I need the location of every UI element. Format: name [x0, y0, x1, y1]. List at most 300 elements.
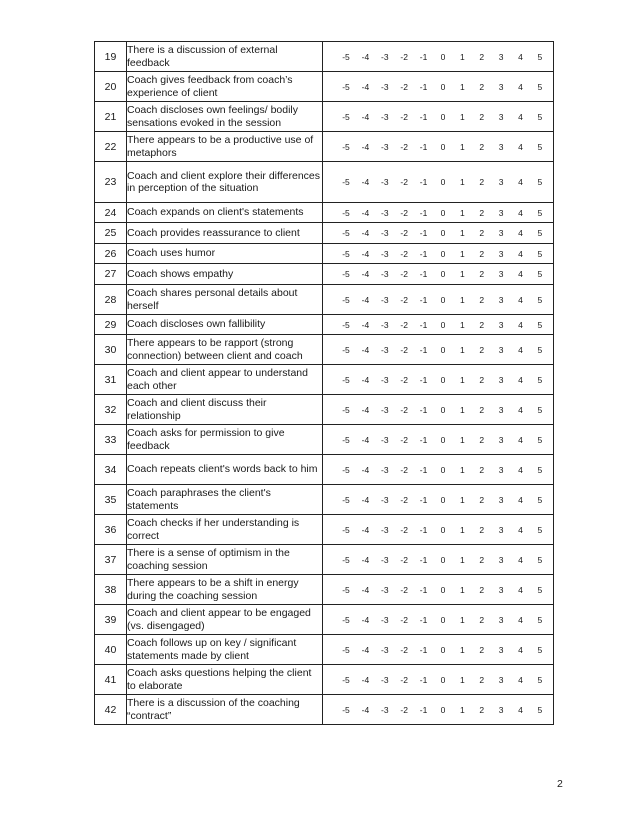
scale-value[interactable]: 4	[518, 704, 523, 715]
scale-value[interactable]: 4	[518, 434, 523, 445]
scale-value[interactable]: -3	[381, 404, 389, 415]
scale-value[interactable]: -2	[400, 464, 408, 475]
scale-value[interactable]: 3	[498, 644, 504, 655]
scale-value[interactable]: 4	[518, 464, 523, 475]
rating-scale	[323, 585, 553, 595]
scale-value[interactable]: 1	[459, 674, 465, 685]
rating-scale-cell	[323, 223, 554, 244]
scale-value[interactable]: 0	[440, 294, 446, 305]
scale-value[interactable]: -5	[342, 228, 350, 238]
scale-value[interactable]: -3	[381, 141, 389, 152]
scale-value[interactable]: -2	[400, 584, 408, 595]
scale-value[interactable]: -3	[381, 464, 389, 475]
scale-value[interactable]: 2	[479, 269, 485, 279]
scale-value[interactable]: 3	[498, 294, 504, 305]
scale-value[interactable]: -2	[400, 374, 408, 385]
scale-value[interactable]: 3	[498, 674, 504, 685]
scale-value[interactable]: 4	[518, 81, 523, 92]
scale-value[interactable]: -4	[361, 674, 370, 685]
scale-value[interactable]: 2	[479, 177, 485, 187]
scale-value[interactable]: -1	[419, 294, 428, 305]
scale-value[interactable]: 4	[518, 294, 523, 305]
item-statement: Coach discloses own feelings/ bodily sensations evoked in the session	[127, 102, 323, 132]
scale-value[interactable]: 5	[537, 494, 543, 505]
scale-value[interactable]: 0	[440, 494, 446, 505]
scale-value[interactable]: -1	[419, 644, 428, 655]
scale-value[interactable]: -5	[342, 269, 350, 279]
scale-value[interactable]: -3	[381, 494, 389, 505]
table-row	[95, 335, 554, 365]
scale-value[interactable]: 1	[459, 177, 465, 187]
scale-value[interactable]: 3	[498, 614, 504, 625]
scale-value[interactable]: -4	[361, 434, 370, 445]
scale-value[interactable]: -3	[381, 177, 389, 187]
scale-value[interactable]: 5	[537, 554, 543, 565]
scale-value[interactable]: 1	[459, 584, 465, 595]
scale-value[interactable]: 3	[498, 177, 504, 187]
scale-value[interactable]: -5	[342, 374, 350, 385]
scale-value[interactable]: 0	[440, 51, 446, 62]
item-statement: Coach discloses own fallibility	[127, 315, 323, 335]
scale-value[interactable]: 3	[498, 141, 504, 152]
scale-value[interactable]: 4	[518, 344, 523, 355]
scale-value[interactable]: 1	[459, 344, 465, 355]
scale-value[interactable]: 5	[537, 614, 543, 625]
scale-value[interactable]: 3	[498, 344, 504, 355]
scale-value[interactable]: 1	[459, 494, 465, 505]
scale-value[interactable]: -3	[381, 207, 389, 218]
scale-value[interactable]: -5	[342, 81, 350, 92]
scale-value[interactable]: -4	[361, 554, 370, 565]
scale-value[interactable]: -2	[400, 344, 408, 355]
table-row	[95, 223, 554, 244]
scale-value[interactable]: 0	[440, 404, 446, 415]
scale-value[interactable]: -2	[400, 614, 408, 625]
rating-scale-cell	[323, 132, 554, 162]
scale-value[interactable]: 1	[459, 644, 465, 655]
scale-value[interactable]: 1	[459, 81, 465, 92]
scale-value[interactable]: 4	[518, 111, 523, 122]
rating-scale-cell	[323, 695, 554, 725]
scale-value[interactable]: 3	[498, 81, 504, 92]
scale-value[interactable]: -4	[361, 207, 370, 218]
scale-value[interactable]: 4	[518, 319, 523, 330]
scale-value[interactable]: -5	[342, 141, 350, 152]
item-statement: Coach paraphrases the client's statements	[127, 485, 323, 515]
scale-value[interactable]: -3	[381, 344, 389, 355]
rating-scale-cell	[323, 455, 554, 485]
rating-scale	[323, 177, 553, 187]
rating-scale	[323, 269, 553, 279]
scale-value[interactable]: -2	[400, 207, 408, 218]
scale-value[interactable]: 2	[479, 434, 485, 445]
scale-value[interactable]: -4	[361, 464, 370, 475]
scale-value[interactable]: -1	[419, 584, 428, 595]
scale-value[interactable]: 1	[459, 294, 465, 305]
scale-value[interactable]: -5	[342, 704, 350, 715]
scale-value[interactable]: -2	[400, 524, 408, 535]
scale-value[interactable]: 4	[518, 644, 523, 655]
scale-value[interactable]: 4	[518, 674, 523, 685]
scale-value[interactable]: -2	[400, 141, 408, 152]
scale-value[interactable]: 5	[537, 81, 543, 92]
scale-value[interactable]: 4	[518, 228, 523, 238]
scale-value[interactable]: 2	[479, 404, 485, 415]
scale-value[interactable]: -1	[419, 374, 428, 385]
scale-value[interactable]: 5	[537, 404, 543, 415]
scale-value[interactable]: -4	[361, 644, 370, 655]
scale-value[interactable]: -3	[381, 51, 389, 62]
scale-value[interactable]: 1	[459, 464, 465, 475]
scale-value[interactable]: -5	[342, 494, 350, 505]
scale-value[interactable]: 2	[479, 704, 485, 715]
scale-value[interactable]: 3	[498, 228, 504, 238]
scale-value[interactable]: -3	[381, 228, 389, 238]
rating-scale-cell	[323, 395, 554, 425]
scale-value[interactable]: -5	[342, 674, 350, 685]
scale-value[interactable]: 5	[537, 464, 543, 475]
scale-value[interactable]: -5	[342, 554, 350, 565]
scale-value[interactable]: -1	[419, 434, 428, 445]
scale-value[interactable]: -1	[419, 344, 428, 355]
scale-value[interactable]: 3	[498, 404, 504, 415]
scale-value[interactable]: -5	[342, 524, 350, 535]
rating-scale	[323, 645, 553, 655]
scale-value[interactable]: 3	[498, 434, 504, 445]
scale-value[interactable]: 5	[537, 584, 543, 595]
scale-value[interactable]: 2	[479, 554, 485, 565]
scale-value[interactable]: 3	[498, 51, 504, 62]
scale-value[interactable]: -2	[400, 644, 408, 655]
scale-value[interactable]: 1	[459, 269, 465, 279]
scale-value[interactable]: -4	[361, 524, 370, 535]
scale-value[interactable]: -2	[400, 248, 408, 259]
scale-value[interactable]: -3	[381, 644, 389, 655]
scale-value[interactable]: 3	[498, 464, 504, 475]
scale-value[interactable]: -5	[342, 177, 350, 187]
scale-value[interactable]: 1	[459, 248, 465, 259]
scale-value[interactable]: -4	[361, 177, 370, 187]
scale-value[interactable]: 0	[440, 228, 446, 238]
scale-value[interactable]: -1	[419, 704, 428, 715]
scale-value[interactable]: 3	[498, 494, 504, 505]
scale-value[interactable]: -1	[419, 81, 428, 92]
scale-value[interactable]: -3	[381, 704, 389, 715]
scale-value[interactable]: 2	[479, 494, 485, 505]
scale-value[interactable]: 2	[479, 464, 485, 475]
scale-value[interactable]: -4	[361, 374, 370, 385]
scale-value[interactable]: -4	[361, 344, 370, 355]
scale-value[interactable]: -5	[342, 111, 350, 122]
rating-scale	[323, 405, 553, 415]
scale-value[interactable]: -3	[381, 248, 389, 259]
scale-value[interactable]: -1	[419, 228, 428, 238]
scale-value[interactable]: 2	[479, 644, 485, 655]
table-row	[95, 545, 554, 575]
scale-value[interactable]: 5	[537, 704, 543, 715]
item-statement: There is a discussion of external feedback	[127, 42, 323, 72]
scale-value[interactable]: -4	[361, 614, 370, 625]
scale-value[interactable]: 0	[440, 344, 446, 355]
scale-value[interactable]: -1	[419, 51, 428, 62]
scale-value[interactable]: 1	[459, 111, 465, 122]
scale-value[interactable]: 2	[479, 614, 485, 625]
scale-value[interactable]: 3	[498, 704, 504, 715]
scale-value[interactable]: 5	[537, 524, 543, 535]
scale-value[interactable]: -4	[361, 81, 370, 92]
scale-value[interactable]: -4	[361, 294, 370, 305]
table-row	[95, 455, 554, 485]
scale-value[interactable]: -1	[419, 111, 428, 122]
scale-value[interactable]: 2	[479, 228, 485, 238]
scale-value[interactable]: 0	[440, 464, 446, 475]
item-statement: There is a sense of optimism in the coaching session	[127, 545, 323, 575]
scale-value[interactable]: -1	[419, 248, 428, 259]
scale-value[interactable]: 1	[459, 524, 465, 535]
scale-value[interactable]: -1	[419, 494, 428, 505]
scale-value[interactable]: 2	[479, 584, 485, 595]
scale-value[interactable]: -1	[419, 269, 428, 279]
scale-value[interactable]: 0	[440, 614, 446, 625]
scale-value[interactable]: 1	[459, 319, 465, 330]
scale-value[interactable]: 1	[459, 207, 465, 218]
table-row	[95, 203, 554, 223]
scale-value[interactable]: -2	[400, 434, 408, 445]
scale-value[interactable]: 4	[518, 141, 523, 152]
scale-value[interactable]: -2	[400, 81, 408, 92]
scale-value[interactable]: 0	[440, 248, 446, 259]
scale-value[interactable]: 2	[479, 674, 485, 685]
scale-value[interactable]: -2	[400, 51, 408, 62]
scale-value[interactable]: -5	[342, 344, 350, 355]
scale-value[interactable]: -5	[342, 464, 350, 475]
scale-value[interactable]: 4	[518, 584, 523, 595]
scale-value[interactable]: 4	[518, 374, 523, 385]
scale-value[interactable]: 0	[440, 319, 446, 330]
scale-value[interactable]: -5	[342, 248, 350, 259]
scale-value[interactable]: 2	[479, 207, 485, 218]
scale-value[interactable]: 2	[479, 248, 485, 259]
scale-value[interactable]: 1	[459, 404, 465, 415]
scale-value[interactable]: 1	[459, 51, 465, 62]
scale-value[interactable]: 4	[518, 248, 523, 259]
rating-scale	[323, 555, 553, 565]
scale-value[interactable]: -3	[381, 674, 389, 685]
scale-value[interactable]: -4	[361, 248, 370, 259]
scale-value[interactable]: -4	[361, 404, 370, 415]
scale-value[interactable]: -1	[419, 524, 428, 535]
scale-value[interactable]: -4	[361, 269, 370, 279]
scale-value[interactable]: 5	[537, 434, 543, 445]
scale-value[interactable]: -5	[342, 51, 350, 62]
table-row	[95, 264, 554, 285]
scale-value[interactable]: -5	[342, 319, 350, 330]
scale-value[interactable]: -5	[342, 294, 350, 305]
scale-value[interactable]: 2	[479, 81, 485, 92]
scale-value[interactable]: 1	[459, 228, 465, 238]
scale-value[interactable]: -2	[400, 111, 408, 122]
scale-value[interactable]: -1	[419, 141, 428, 152]
scale-value[interactable]: 5	[537, 207, 543, 218]
scale-value[interactable]: -5	[342, 434, 350, 445]
scale-value[interactable]: -3	[381, 554, 389, 565]
scale-value[interactable]: -3	[381, 374, 389, 385]
scale-value[interactable]: 2	[479, 319, 485, 330]
scale-value[interactable]: 3	[498, 269, 504, 279]
scale-value[interactable]: -5	[342, 584, 350, 595]
scale-value[interactable]: -4	[361, 704, 370, 715]
scale-value[interactable]: 5	[537, 111, 543, 122]
scale-value[interactable]: 2	[479, 294, 485, 305]
rating-scale	[323, 228, 553, 238]
scale-value[interactable]: -1	[419, 177, 428, 187]
rating-scale	[323, 435, 553, 445]
scale-value[interactable]: 0	[440, 207, 446, 218]
scale-value[interactable]: -1	[419, 207, 428, 218]
scale-value[interactable]: 5	[537, 228, 543, 238]
scale-value[interactable]: 5	[537, 51, 543, 62]
scale-value[interactable]: -2	[400, 554, 408, 565]
scale-value[interactable]: 2	[479, 374, 485, 385]
scale-value[interactable]: 3	[498, 111, 504, 122]
scale-value[interactable]: 2	[479, 524, 485, 535]
scale-value[interactable]: 0	[440, 111, 446, 122]
scale-value[interactable]: 0	[440, 674, 446, 685]
scale-value[interactable]: 5	[537, 319, 543, 330]
scale-value[interactable]: 4	[518, 554, 523, 565]
scale-value[interactable]: 1	[459, 374, 465, 385]
scale-value[interactable]: -2	[400, 674, 408, 685]
scale-value[interactable]: -4	[361, 319, 370, 330]
scale-value[interactable]: 5	[537, 269, 543, 279]
scale-value[interactable]: 2	[479, 51, 485, 62]
scale-value[interactable]: 5	[537, 674, 543, 685]
scale-value[interactable]: 1	[459, 141, 465, 152]
scale-value[interactable]: -5	[342, 404, 350, 415]
scale-value[interactable]: 5	[537, 294, 543, 305]
scale-value[interactable]: 1	[459, 434, 465, 445]
scale-value[interactable]: -4	[361, 111, 370, 122]
scale-value[interactable]: 2	[479, 141, 485, 152]
scale-value[interactable]: -5	[342, 207, 350, 218]
scale-value[interactable]: 5	[537, 344, 543, 355]
scale-value[interactable]: 4	[518, 51, 523, 62]
scale-value[interactable]: 0	[440, 434, 446, 445]
scale-value[interactable]: 0	[440, 269, 446, 279]
scale-value[interactable]: 4	[518, 207, 523, 218]
scale-value[interactable]: 0	[440, 644, 446, 655]
scale-value[interactable]: -3	[381, 269, 389, 279]
scale-value[interactable]: 0	[440, 374, 446, 385]
page-number: 2	[557, 778, 563, 790]
item-statement: Coach shares personal details about herself	[127, 285, 323, 315]
scale-value[interactable]: 5	[537, 644, 543, 655]
scale-value[interactable]: -2	[400, 494, 408, 505]
scale-value[interactable]: 5	[537, 177, 543, 187]
scale-value[interactable]: 0	[440, 177, 446, 187]
scale-value[interactable]: 1	[459, 554, 465, 565]
scale-value[interactable]: -1	[419, 319, 428, 330]
scale-value[interactable]: -3	[381, 524, 389, 535]
scale-value[interactable]: 0	[440, 584, 446, 595]
scale-value[interactable]: -2	[400, 404, 408, 415]
item-number: 30	[95, 335, 127, 365]
scale-value[interactable]: -2	[400, 704, 408, 715]
scale-value[interactable]: 0	[440, 704, 446, 715]
scale-value[interactable]: -1	[419, 404, 428, 415]
scale-value[interactable]: 4	[518, 524, 523, 535]
scale-value[interactable]: -2	[400, 177, 408, 187]
scale-value[interactable]: 2	[479, 111, 485, 122]
scale-value[interactable]: 3	[498, 374, 504, 385]
scale-value[interactable]: -1	[419, 554, 428, 565]
scale-value[interactable]: 3	[498, 524, 504, 535]
scale-value[interactable]: -3	[381, 434, 389, 445]
scale-value[interactable]: -3	[381, 319, 389, 330]
rating-scale	[323, 52, 553, 62]
scale-value[interactable]: -3	[381, 584, 389, 595]
scale-value[interactable]: 3	[498, 554, 504, 565]
scale-value[interactable]: 0	[440, 554, 446, 565]
scale-value[interactable]: -4	[361, 51, 370, 62]
scale-value[interactable]: -3	[381, 81, 389, 92]
scale-value[interactable]: -1	[419, 614, 428, 625]
scale-value[interactable]: 3	[498, 248, 504, 259]
scale-value[interactable]: 0	[440, 141, 446, 152]
table-row	[95, 695, 554, 725]
item-number: 39	[95, 605, 127, 635]
scale-value[interactable]: 4	[518, 404, 523, 415]
scale-value[interactable]: 0	[440, 81, 446, 92]
scale-value[interactable]: -4	[361, 494, 370, 505]
scale-value[interactable]: -2	[400, 319, 408, 330]
item-number: 19	[95, 42, 127, 72]
scale-value[interactable]: -4	[361, 228, 370, 238]
item-statement: Coach provides reassurance to client	[127, 223, 323, 244]
scale-value[interactable]: -2	[400, 294, 408, 305]
scale-value[interactable]: 0	[440, 524, 446, 535]
scale-value[interactable]: -1	[419, 464, 428, 475]
scale-value[interactable]: -5	[342, 644, 350, 655]
scale-value[interactable]: -2	[400, 228, 408, 238]
scale-value[interactable]: 4	[518, 614, 523, 625]
scale-value[interactable]: -5	[342, 614, 350, 625]
scale-value[interactable]: 5	[537, 141, 543, 152]
scale-value[interactable]: -2	[400, 269, 408, 279]
item-statement: There appears to be a productive use of metaphors	[127, 132, 323, 162]
scale-value[interactable]: 5	[537, 248, 543, 259]
item-statement: Coach gives feedback from coach’s experience of client	[127, 72, 323, 102]
scale-value[interactable]: 4	[518, 269, 523, 279]
scale-value[interactable]: 4	[518, 177, 523, 187]
scale-value[interactable]: 5	[537, 374, 543, 385]
rating-scale-cell	[323, 264, 554, 285]
scale-value[interactable]: 3	[498, 319, 504, 330]
scale-value[interactable]: 2	[479, 344, 485, 355]
scale-value[interactable]: 4	[518, 494, 523, 505]
scale-value[interactable]: 1	[459, 704, 465, 715]
scale-value[interactable]: -3	[381, 111, 389, 122]
scale-value[interactable]: 3	[498, 584, 504, 595]
scale-value[interactable]: -3	[381, 294, 389, 305]
scale-value[interactable]: -4	[361, 141, 370, 152]
rating-scale	[323, 465, 553, 475]
scale-value[interactable]: -4	[361, 584, 370, 595]
scale-value[interactable]: 3	[498, 207, 504, 218]
scale-value[interactable]: 1	[459, 614, 465, 625]
scale-value[interactable]: -1	[419, 674, 428, 685]
scale-value[interactable]: -3	[381, 614, 389, 625]
